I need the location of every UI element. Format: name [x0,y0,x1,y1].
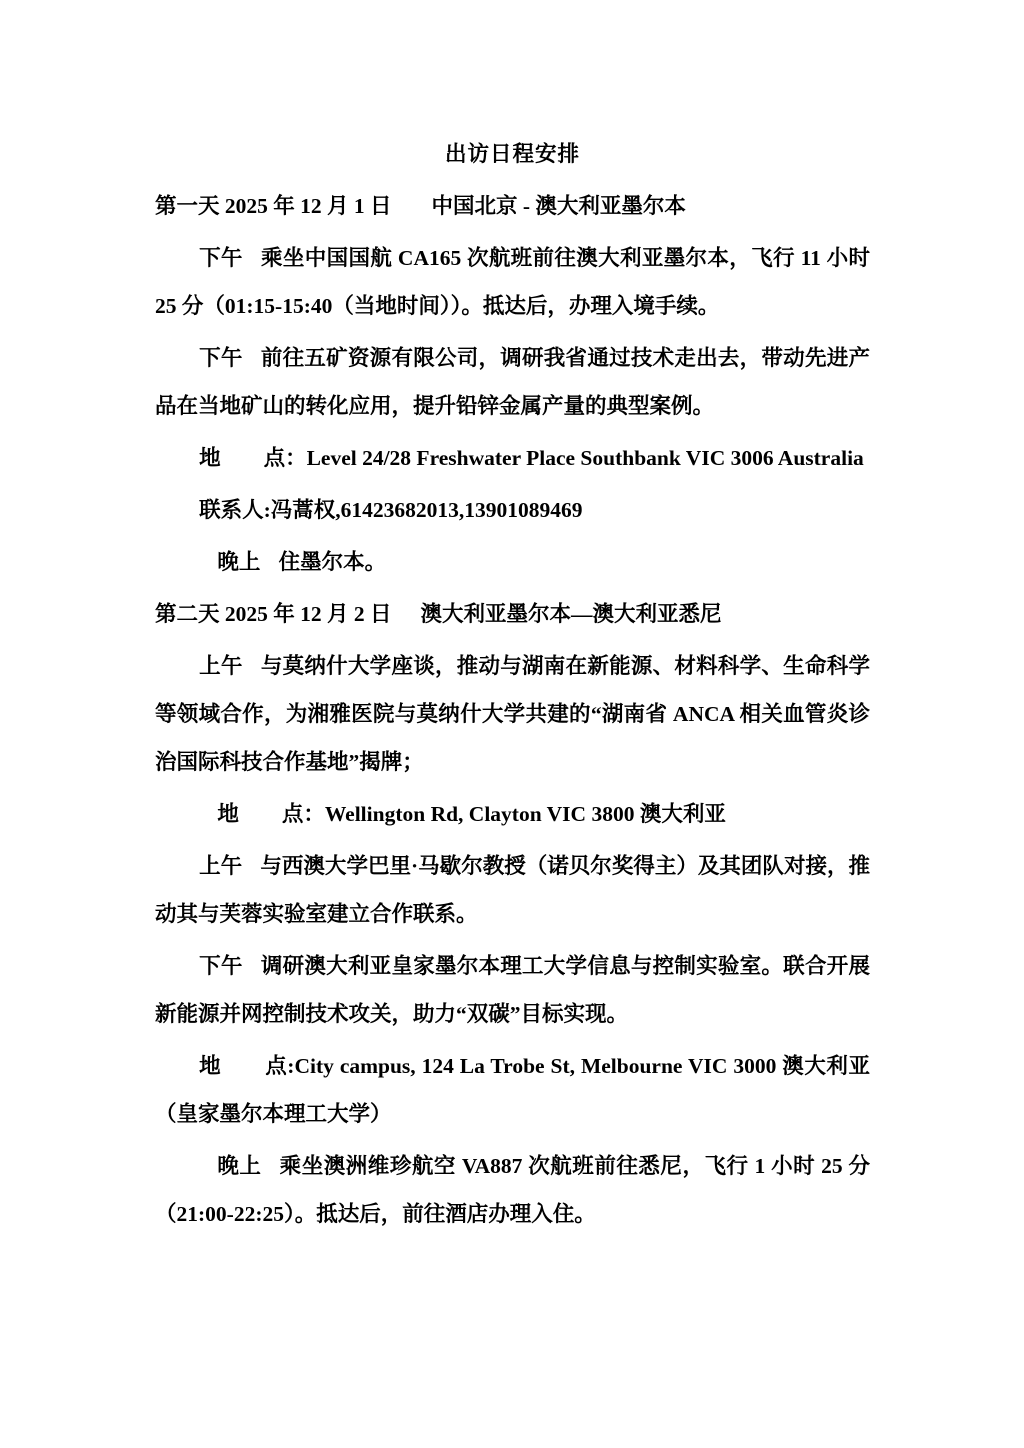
schedule-text: 住墨尔本。 [278,550,387,574]
schedule-paragraph [155,842,870,938]
day-route: 中国北京 - 澳大利亚墨尔本 [431,194,686,218]
schedule-paragraph [155,942,870,1038]
time-of-day-label: 上午 [199,854,243,878]
location-text: 地 点：Wellington Rd, Clayton VIC 3800 澳大利亚 [217,802,726,826]
location-text: 地 点:City campus, 124 La Trobe St, Melbourne VIC 3000 澳大利亚（皇家墨尔本理工大学） [155,1054,870,1126]
schedule-paragraph [155,1142,870,1238]
day-header [155,182,870,230]
schedule-paragraph [155,642,870,786]
day-section-2 [155,590,870,1238]
time-of-day-label: 晚上 [217,550,261,574]
location-line [155,1042,870,1138]
time-of-day-label: 上午 [199,654,243,678]
schedule-paragraph [155,234,870,330]
time-of-day-label: 晚上 [217,1154,262,1178]
day-date: 第一天 2025 年 12 月 1 日 [155,194,392,218]
location-line [155,434,870,482]
schedule-text: 与莫纳什大学座谈，推动与湖南在新能源、材料科学、生命科学等领域合作，为湘雅医院与莫纳什大学共建的“湖南省 ANCA 相关血管炎诊治国际科技合作基地”揭牌； [155,654,870,774]
schedule-text: 调研澳大利亚皇家墨尔本理工大学信息与控制实验室。联合开展新能源并网控制技术攻关，助力“双碳”目标实现。 [155,954,870,1026]
time-of-day-label: 下午 [199,954,243,978]
day-header [155,590,870,638]
schedule-text: 前往五矿资源有限公司，调研我省通过技术走出去，带动先进产品在当地矿山的转化应用，提升铅锌金属产量的典型案例。 [155,346,870,418]
contact-text: 联系人:冯蒿权,61423682013,13901089469 [199,498,583,522]
schedule-paragraph [155,334,870,430]
day-section-1 [155,182,870,586]
schedule-paragraph [155,538,870,586]
time-of-day-label: 下午 [199,346,243,370]
day-route: 澳大利亚墨尔本—澳大利亚悉尼 [420,602,722,626]
schedule-text: 与西澳大学巴里·马歇尔教授（诺贝尔奖得主）及其团队对接，推动其与芙蓉实验室建立合作联系。 [155,854,870,926]
schedule-text: 乘坐澳洲维珍航空 VA887 次航班前往悉尼，飞行 1 小时 25 分（21:00-22:25）。抵达后，前往酒店办理入住。 [155,1154,870,1226]
document-title: 出访日程安排 [444,142,580,166]
location-text: 地 点：Level 24/28 Freshwater Place Southbank VIC 3006 Australia [199,446,864,470]
contact-line [155,486,870,534]
location-line [155,790,870,838]
schedule-text: 乘坐中国国航 CA165 次航班前往澳大利亚墨尔本，飞行 11 小时 25 分（01:15-15:40（当地时间））。抵达后，办理入境手续。 [155,246,870,318]
day-date: 第二天 2025 年 12 月 2 日 [155,602,392,626]
time-of-day-label: 下午 [199,246,243,270]
